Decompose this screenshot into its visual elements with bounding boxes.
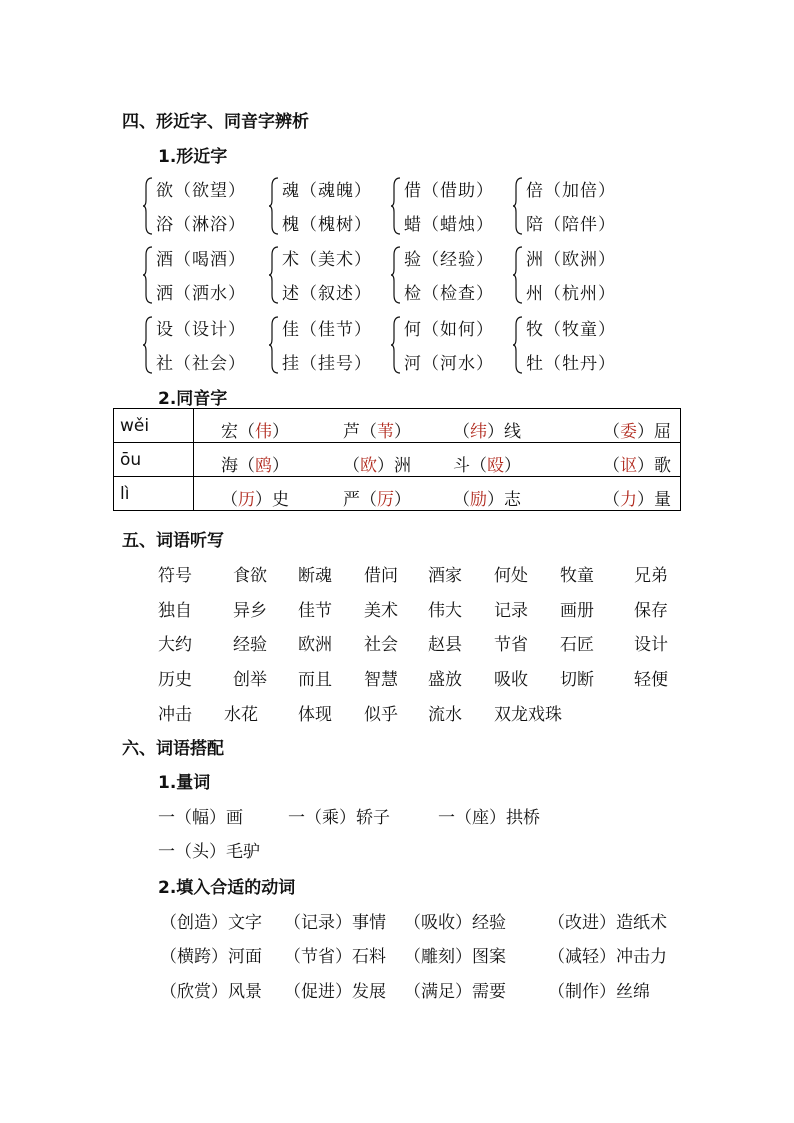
pinyin-cell: ōu bbox=[114, 443, 194, 477]
char: 牡 bbox=[526, 354, 544, 374]
example-word: （牧童） bbox=[544, 320, 616, 340]
example-word: （牡丹） bbox=[544, 354, 616, 374]
example-word: （杭州） bbox=[544, 284, 616, 304]
example-word: （洒水） bbox=[174, 284, 246, 304]
dictation-word: 借问 bbox=[364, 566, 398, 586]
verb-item: （制作）丝绵 bbox=[548, 982, 650, 1002]
verb-item: （改进）造纸术 bbox=[548, 913, 667, 933]
example-word: （陪伴） bbox=[544, 215, 616, 235]
measure-item: 一（乘）轿子 bbox=[288, 808, 390, 828]
answer-char: 欧 bbox=[360, 456, 377, 476]
pinyin-cell: lì bbox=[114, 477, 194, 511]
homophone-word: （纬）线 bbox=[453, 422, 521, 442]
similar-char-line bbox=[526, 279, 616, 304]
similar-char-group bbox=[512, 315, 632, 381]
similar-char-line bbox=[282, 176, 372, 201]
example-word: （挂号） bbox=[300, 354, 372, 374]
similar-char-group bbox=[268, 245, 388, 311]
char: 牧 bbox=[526, 320, 544, 340]
section5-title: 五、词语听写 bbox=[122, 531, 224, 551]
char: 社 bbox=[156, 354, 174, 374]
homophone-table bbox=[113, 408, 681, 511]
homophone-word: 宏（伟） bbox=[221, 422, 289, 442]
homophone-row bbox=[114, 477, 681, 511]
example-word: （欧洲） bbox=[544, 250, 616, 270]
measure-item: 一（幅）画 bbox=[158, 808, 243, 828]
dictation-word: 大约 bbox=[158, 635, 192, 655]
answer-char: 励 bbox=[470, 490, 487, 510]
dictation-word: 佳节 bbox=[298, 601, 332, 621]
dictation-word: 而且 bbox=[298, 670, 332, 690]
dictation-word: 牧童 bbox=[560, 566, 594, 586]
example-word: （美术） bbox=[300, 250, 372, 270]
brace-icon bbox=[390, 245, 402, 305]
homophone-word: （历）史 bbox=[221, 490, 289, 510]
dictation-word: 断魂 bbox=[298, 566, 332, 586]
measure-item: 一（座）拱桥 bbox=[438, 808, 540, 828]
char: 倍 bbox=[526, 181, 544, 201]
example-word: （蜡烛） bbox=[422, 215, 494, 235]
char: 术 bbox=[282, 250, 300, 270]
example-word: （喝酒） bbox=[174, 250, 246, 270]
dictation-word: 酒家 bbox=[428, 566, 462, 586]
similar-char-line bbox=[526, 210, 616, 235]
similar-char-line bbox=[282, 245, 372, 270]
answer-char: 苇 bbox=[377, 422, 394, 442]
dictation-word: 异乡 bbox=[233, 601, 267, 621]
char: 挂 bbox=[282, 354, 300, 374]
answer-char: 力 bbox=[620, 490, 637, 510]
homophone-word: （励）志 bbox=[453, 490, 521, 510]
brace-icon bbox=[390, 176, 402, 236]
dictation-word: 社会 bbox=[364, 635, 398, 655]
example-word: （检查） bbox=[422, 284, 494, 304]
homophone-word: （委）屈 bbox=[603, 422, 671, 442]
similar-char-line bbox=[282, 315, 372, 340]
char: 陪 bbox=[526, 215, 544, 235]
char: 州 bbox=[526, 284, 544, 304]
verb-item: （满足）需要 bbox=[404, 982, 506, 1002]
similar-char-line bbox=[282, 349, 372, 374]
homophone-word: 芦（苇） bbox=[343, 422, 411, 442]
similar-char-line bbox=[404, 176, 494, 201]
verb-item: （吸收）经验 bbox=[404, 913, 506, 933]
answer-char: 厉 bbox=[377, 490, 394, 510]
char: 洲 bbox=[526, 250, 544, 270]
example-word: （加倍） bbox=[544, 181, 616, 201]
example-word: （淋浴） bbox=[174, 215, 246, 235]
similar-char-group bbox=[268, 315, 388, 381]
verb-item: （促进）发展 bbox=[284, 982, 386, 1002]
answer-char: 鸥 bbox=[255, 456, 272, 476]
section6-sub1: 1.量词 bbox=[158, 773, 211, 793]
example-word: （社会） bbox=[174, 354, 246, 374]
example-word: （欲望） bbox=[174, 181, 246, 201]
similar-char-group bbox=[142, 245, 262, 311]
dictation-word: 符号 bbox=[158, 566, 192, 586]
homophone-word: 严（厉） bbox=[343, 490, 411, 510]
dictation-word: 历史 bbox=[158, 670, 192, 690]
dictation-word: 盛放 bbox=[428, 670, 462, 690]
dictation-word: 似乎 bbox=[364, 705, 398, 725]
similar-char-line bbox=[526, 315, 616, 340]
section4-sub2: 2.同音字 bbox=[158, 389, 228, 409]
dictation-word: 欧洲 bbox=[298, 635, 332, 655]
example-word: （如何） bbox=[422, 320, 494, 340]
similar-char-line bbox=[404, 315, 494, 340]
char: 设 bbox=[156, 320, 174, 340]
similar-char-group bbox=[512, 245, 632, 311]
answer-char: 纬 bbox=[470, 422, 487, 442]
dictation-word: 经验 bbox=[233, 635, 267, 655]
measure-item: 一（头）毛驴 bbox=[158, 842, 260, 862]
similar-char-line bbox=[156, 315, 246, 340]
char: 述 bbox=[282, 284, 300, 304]
similar-char-line bbox=[156, 349, 246, 374]
dictation-word: 切断 bbox=[560, 670, 594, 690]
dictation-word: 智慧 bbox=[364, 670, 398, 690]
dictation-word: 轻便 bbox=[634, 670, 668, 690]
dictation-word: 何处 bbox=[494, 566, 528, 586]
similar-char-group bbox=[390, 245, 510, 311]
homophone-word: （讴）歌 bbox=[603, 456, 671, 476]
similar-char-line bbox=[526, 245, 616, 270]
similar-char-line bbox=[156, 279, 246, 304]
dictation-word: 画册 bbox=[560, 601, 594, 621]
brace-icon bbox=[142, 245, 154, 305]
dictation-word: 流水 bbox=[428, 705, 462, 725]
homophone-word: 海（鸥） bbox=[221, 456, 289, 476]
char: 河 bbox=[404, 354, 422, 374]
brace-icon bbox=[390, 315, 402, 375]
similar-char-line bbox=[156, 245, 246, 270]
dictation-word: 赵县 bbox=[428, 635, 462, 655]
verb-item: （节省）石料 bbox=[284, 947, 386, 967]
dictation-word: 保存 bbox=[634, 601, 668, 621]
verb-item: （横跨）河面 bbox=[160, 947, 262, 967]
similar-char-line bbox=[282, 279, 372, 304]
char: 魂 bbox=[282, 181, 300, 201]
section6-title: 六、词语搭配 bbox=[122, 739, 224, 759]
example-word: （河水） bbox=[422, 354, 494, 374]
similar-char-group bbox=[142, 315, 262, 381]
similar-char-group bbox=[512, 176, 632, 242]
char: 欲 bbox=[156, 181, 174, 201]
answer-char: 历 bbox=[238, 490, 255, 510]
brace-icon bbox=[268, 315, 280, 375]
char: 酒 bbox=[156, 250, 174, 270]
answer-char: 委 bbox=[620, 422, 637, 442]
example-word: （槐树） bbox=[300, 215, 372, 235]
example-word: （魂魄） bbox=[300, 181, 372, 201]
dictation-word: 设计 bbox=[634, 635, 668, 655]
section4-title: 四、形近字、同音字辨析 bbox=[122, 112, 309, 132]
answer-char: 讴 bbox=[620, 456, 637, 476]
brace-icon bbox=[512, 176, 524, 236]
dictation-word: 体现 bbox=[298, 705, 332, 725]
verb-item: （创造）文字 bbox=[160, 913, 262, 933]
similar-char-line bbox=[404, 349, 494, 374]
char: 借 bbox=[404, 181, 422, 201]
char: 洒 bbox=[156, 284, 174, 304]
similar-char-line bbox=[156, 176, 246, 201]
answer-char: 殴 bbox=[487, 456, 504, 476]
char: 何 bbox=[404, 320, 422, 340]
similar-char-line bbox=[156, 210, 246, 235]
char: 槐 bbox=[282, 215, 300, 235]
example-word: （设计） bbox=[174, 320, 246, 340]
dictation-word: 记录 bbox=[494, 601, 528, 621]
dictation-word: 石匠 bbox=[560, 635, 594, 655]
similar-char-group bbox=[142, 176, 262, 242]
dictation-word: 冲击 bbox=[158, 705, 192, 725]
example-word: （借助） bbox=[422, 181, 494, 201]
section6-sub2: 2.填入合适的动词 bbox=[158, 878, 296, 898]
similar-char-group bbox=[268, 176, 388, 242]
homophone-word: 斗（殴） bbox=[453, 456, 521, 476]
example-word: （佳节） bbox=[300, 320, 372, 340]
example-word: （叙述） bbox=[300, 284, 372, 304]
dictation-word: 独自 bbox=[158, 601, 192, 621]
dictation-word: 创举 bbox=[233, 670, 267, 690]
dictation-word: 水花 bbox=[224, 705, 258, 725]
dictation-word: 伟大 bbox=[428, 601, 462, 621]
dictation-word: 节省 bbox=[494, 635, 528, 655]
pinyin-cell: wěi bbox=[114, 409, 194, 443]
dictation-word: 兄弟 bbox=[634, 566, 668, 586]
verb-item: （欣赏）风景 bbox=[160, 982, 262, 1002]
similar-char-line bbox=[526, 349, 616, 374]
dictation-word: 食欲 bbox=[233, 566, 267, 586]
similar-char-line bbox=[526, 176, 616, 201]
brace-icon bbox=[142, 315, 154, 375]
verb-item: （减轻）冲击力 bbox=[548, 947, 667, 967]
similar-char-line bbox=[404, 210, 494, 235]
char: 检 bbox=[404, 284, 422, 304]
homophone-row bbox=[114, 443, 681, 477]
section4-sub1: 1.形近字 bbox=[158, 147, 228, 167]
similar-char-line bbox=[404, 245, 494, 270]
brace-icon bbox=[512, 245, 524, 305]
verb-item: （雕刻）图案 bbox=[404, 947, 506, 967]
char: 佳 bbox=[282, 320, 300, 340]
char: 浴 bbox=[156, 215, 174, 235]
dictation-word: 双龙戏珠 bbox=[494, 705, 562, 725]
similar-char-group bbox=[390, 315, 510, 381]
answer-char: 伟 bbox=[255, 422, 272, 442]
brace-icon bbox=[268, 245, 280, 305]
dictation-word: 美术 bbox=[364, 601, 398, 621]
verb-item: （记录）事情 bbox=[284, 913, 386, 933]
brace-icon bbox=[268, 176, 280, 236]
similar-char-line bbox=[282, 210, 372, 235]
similar-char-group bbox=[390, 176, 510, 242]
similar-char-line bbox=[404, 279, 494, 304]
brace-icon bbox=[512, 315, 524, 375]
homophone-word: （欧）洲 bbox=[343, 456, 411, 476]
dictation-word: 吸收 bbox=[494, 670, 528, 690]
char: 验 bbox=[404, 250, 422, 270]
homophone-row bbox=[114, 409, 681, 443]
brace-icon bbox=[142, 176, 154, 236]
homophone-word: （力）量 bbox=[603, 490, 671, 510]
char: 蜡 bbox=[404, 215, 422, 235]
example-word: （经验） bbox=[422, 250, 494, 270]
